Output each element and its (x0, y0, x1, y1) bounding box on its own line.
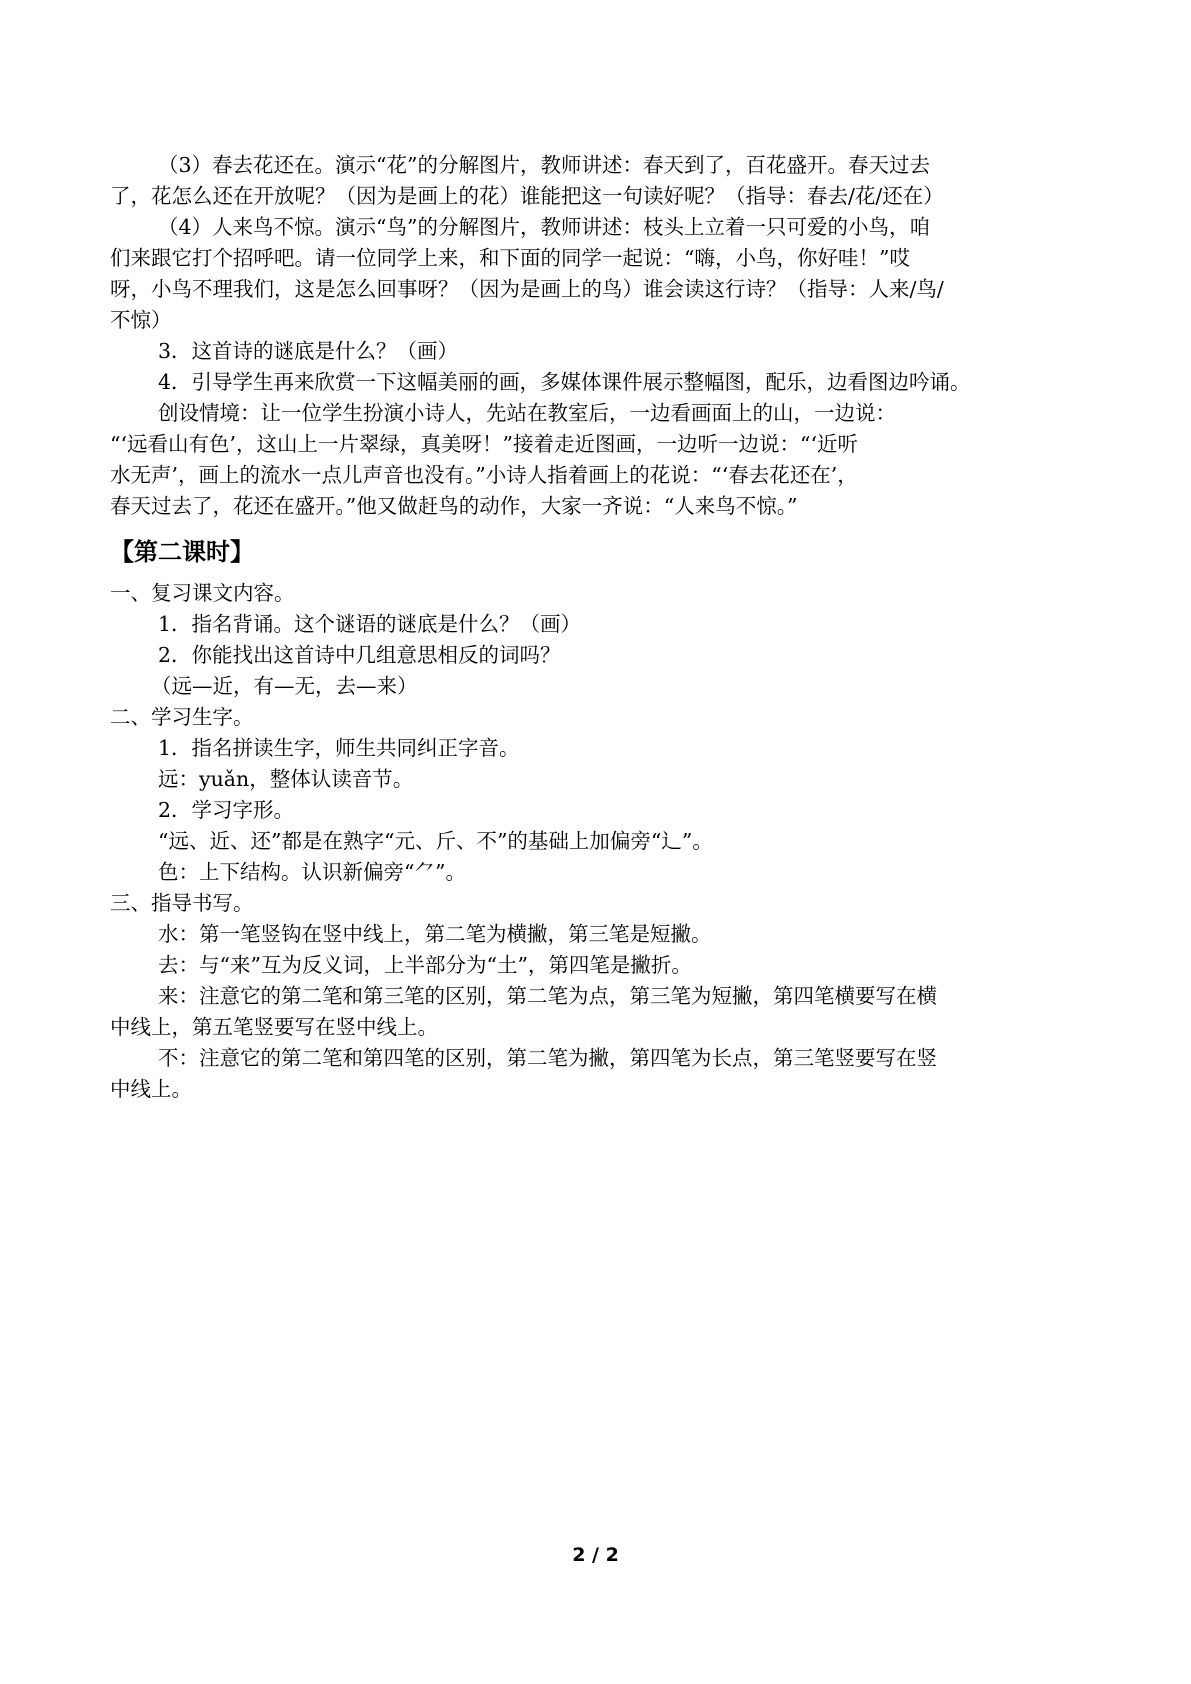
paragraph-line: 2．你能找出这首诗中几组意思相反的词吗？ (158, 643, 561, 667)
paragraph-line: （4）人来鸟不惊。演示“鸟”的分解图片，教师讲述：枝头上立着一只可爱的小鸟，咱 (158, 215, 931, 239)
paragraph-line: （3）春去花还在。演示“花”的分解图片，教师讲述：春天到了，百花盛开。春天过去 (158, 153, 931, 177)
paragraph-line: 们来跟它打个招呼吧。请一位同学上来，和下面的同学一起说：“嗨，小鸟，你好哇！”哎 (110, 246, 910, 270)
document-body (110, 150, 1070, 1105)
page-number: 2 / 2 (572, 1544, 619, 1566)
paragraph-line: 中线上，第五笔竖要写在竖中线上。 (110, 1015, 438, 1039)
paragraph-line: 1．指名背诵。这个谜语的谜底是什么？（画） (158, 612, 582, 636)
section-title-line: 三、指导书写。 (110, 891, 254, 915)
paragraph-line: “远、近、还”都是在熟字“元、斤、不”的基础上加偏旁“辶”。 (158, 829, 713, 853)
paragraph-line: 去：与“来”互为反义词，上半部分为“土”，第四笔是撇折。 (158, 953, 692, 977)
paragraph-line: 了，花怎么还在开放呢？（因为是画上的花）谁能把这一句读好呢？（指导：春去/花/还在） (110, 184, 944, 208)
section-title-line: 二、学习生字。 (110, 705, 254, 729)
paragraph-line: 4．引导学生再来欣赏一下这幅美丽的画，多媒体课件展示整幅图，配乐，边看图边吟诵。 (158, 370, 971, 394)
section-heading: 【第二课时】 (110, 538, 254, 566)
paragraph-line: 2．学习字形。 (158, 798, 295, 822)
section-title-line: 一、复习课文内容。 (110, 581, 295, 605)
paragraph-line: “‘远看山有色’，这山上一片翠绿，真美呀！”接着走近图画，一边听一边说：“‘近听 (110, 432, 858, 456)
paragraph-line: 水无声’，画上的流水一点儿声音也没有。”小诗人指着画上的花说：“‘春去花还在’， (110, 463, 858, 487)
paragraph-line: 远：yuǎn，整体认读音节。 (158, 767, 414, 791)
paragraph-line: 创设情境：让一位学生扮演小诗人，先站在教室后，一边看画面上的山，一边说： (158, 401, 896, 425)
paragraph-line: 呀，小鸟不理我们，这是怎么回事呀？（因为是画上的鸟）谁会读这行诗？（指导：人来/鸟/ (110, 277, 944, 301)
paragraph-line: 中线上。 (110, 1077, 192, 1101)
paragraph-line: 1．指名拼读生字，师生共同纠正字音。 (158, 736, 520, 760)
paragraph-line: 来：注意它的第二笔和第三笔的区别，第二笔为点，第三笔为短撇，第四笔横要写在横 (158, 984, 937, 1008)
paragraph-line: 3．这首诗的谜底是什么？（画） (158, 339, 459, 363)
paragraph-line: 水：第一笔竖钩在竖中线上，第二笔为横撇，第三笔是短撇。 (158, 922, 712, 946)
paragraph-line: 不惊） (110, 308, 172, 332)
paragraph-line: 色：上下结构。认识新偏旁“⺈”。 (158, 860, 466, 884)
paragraph-line: （远—近，有—无，去—来） (151, 674, 418, 698)
paragraph-line: 春天过去了，花还在盛开。”他又做赶鸟的动作，大家一齐说：“人来鸟不惊。” (110, 494, 798, 518)
paragraph-line: 不：注意它的第二笔和第四笔的区别，第二笔为撇，第四笔为长点，第三笔竖要写在竖 (158, 1046, 937, 1070)
